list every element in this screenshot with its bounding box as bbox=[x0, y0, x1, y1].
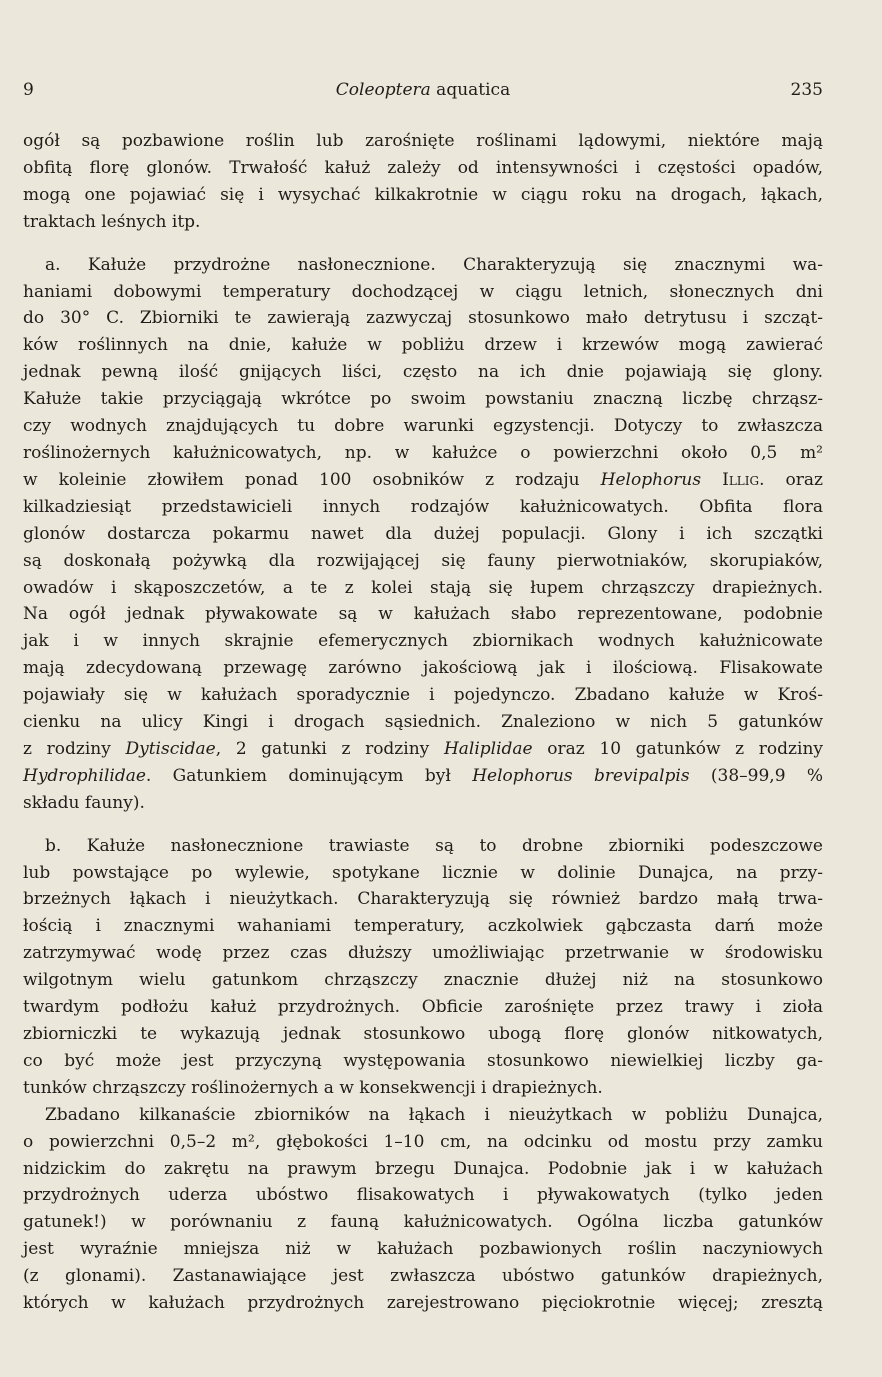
genus-name: Helophorus bbox=[600, 469, 702, 490]
text-fragment: z rodziny bbox=[23, 738, 126, 759]
text-line: zatrzymywać wodę przez czas dłuższy umożliwiając przetrwanie w środowisku bbox=[23, 943, 823, 964]
text-fragment: . Gatunkiem dominującym był bbox=[145, 765, 473, 786]
text-line: lub powstające po wylewie, spotykane licznie w dolinie Dunajca, na przy- bbox=[23, 862, 823, 883]
family-name: Dytiscidae bbox=[125, 738, 216, 759]
text-fragment: w koleinie złowiłem ponad 100 osobników z rodzaju bbox=[23, 469, 601, 490]
text-line: glonów dostarcza pokarmu nawet dla dużej populacji. Glony i ich szczątki bbox=[23, 523, 823, 544]
text-line: ogół są pozbawione roślin lub zarośnięte roślinami lądowymi, niektóre mają bbox=[23, 131, 823, 151]
text-line: czy wodnych znajdujących tu dobre warunki egzystencji. Dotyczy to zwłaszcza bbox=[23, 416, 823, 437]
text-line: co być może jest przyczyną występowania stosunkowo niewielkiej liczby ga- bbox=[23, 1050, 823, 1071]
text-line: pojawiały się w kałużach sporadycznie i pojedynczo. Zbadano kałuże w Kroś- bbox=[23, 685, 823, 706]
body-text bbox=[23, 128, 823, 1317]
text-line: łością i znacznymi wahaniami temperatury, aczkolwiek gąbczasta darń może bbox=[23, 916, 823, 937]
text-line-dominant bbox=[23, 763, 823, 790]
text-fragment: (38–99,9 % bbox=[689, 765, 824, 786]
text-line: mogą one pojawiać się i wysychać kilkakrotnie w ciągu roku na drogach, łąkach, bbox=[23, 184, 823, 205]
text-line: których w kałużach przydrożnych zarejestrowano pięciokrotnie więcej; zresztą bbox=[23, 1293, 823, 1314]
family-name: Hydrophilidae bbox=[23, 765, 146, 786]
text-line: owadów i skąposzczetów, a te z kolei stają się łupem chrząszczy drapieżnych. bbox=[23, 577, 823, 598]
text-line: zbiorniczki te wykazują jednak stosunkowo ubogą florę glonów nitkowatych, bbox=[23, 1024, 823, 1044]
text-line: b. Kałuże nasłonecznione trawiaste są to drobne zbiorniki podeszczowe bbox=[45, 835, 823, 856]
running-title-rest: aquatica bbox=[430, 80, 511, 100]
page-number: 235 bbox=[790, 80, 823, 100]
text-fragment: . oraz bbox=[759, 469, 823, 490]
text-line: haniami dobowymi temperatury dochodzącej w ciągu letnich, słonecznych dni bbox=[23, 281, 823, 302]
text-line: tunków chrząszczy roślinożernych a w konsekwencji i drapieżnych. bbox=[23, 1077, 603, 1098]
text-line: kilkadziesiąt przedstawicieli innych rodzajów kałużnicowatych. Obfita flora bbox=[23, 496, 823, 517]
text-line: jak i w innych skrajnie efemerycznych zbiornikach wodnych kałużnicowate bbox=[23, 631, 823, 652]
text-line: Kałuże takie przyciągają wkrótce po swoim powstaniu znaczną liczbę chrząsz- bbox=[23, 389, 823, 410]
text-line-families bbox=[23, 736, 823, 763]
paragraph-gap bbox=[23, 817, 823, 833]
text-line: przydrożnych uderza ubóstwo flisakowatych i pływakowatych (tylko jeden bbox=[23, 1185, 823, 1206]
text-line: ków roślinnych na dnie, kałuże w pobliżu drzew i krzewów mogą zawierać bbox=[23, 335, 823, 356]
text-line: twardym podłożu kałuż przydrożnych. Obficie zarośnięte przez trawy i zioła bbox=[23, 997, 823, 1018]
text-line: o powierzchni 0,5–2 m², głębokości 1–10 cm, na odcinku od mostu przy zamku bbox=[23, 1131, 823, 1152]
text-line: Na ogół jednak pływakowate są w kałużach słabo reprezentowane, podobnie bbox=[23, 604, 823, 625]
text-line: gatunek!) w porównaniu z fauną kałużnicowatych. Ogólna liczba gatunków bbox=[23, 1212, 823, 1233]
text-line: obfitą florę glonów. Trwałość kałuż zależy od intensywności i częstości opadów, bbox=[23, 157, 823, 178]
text-line: roślinożernych kałużnicowatych, np. w kałużce o powierzchni około 0,5 m² bbox=[23, 442, 823, 463]
paragraph-intro-continuation bbox=[23, 128, 823, 236]
family-name: Haliplidae bbox=[443, 738, 533, 759]
running-head bbox=[23, 78, 823, 102]
text-line: brzeżnych łąkach i nieużytkach. Charakteryzują się również bardzo małą trwa- bbox=[23, 889, 823, 910]
text-line: składu fauny). bbox=[23, 792, 145, 813]
text-line: wilgotnym wielu gatunkom chrząszczy znacznie dłużej niż na stosunkowo bbox=[23, 970, 823, 991]
paragraph-section-b bbox=[23, 833, 823, 1102]
text-line: mają zdecydowaną przewagę zarówno jakościową jak i ilościową. Flisakowate bbox=[23, 658, 823, 679]
text-line: jest wyraźnie mniejsza niż w kałużach pozbawionych roślin naczyniowych bbox=[23, 1239, 823, 1260]
running-title-italic: Coleoptera bbox=[335, 80, 431, 100]
text-line-helophorus bbox=[23, 467, 823, 494]
text-fragment: , 2 gatunki z rodziny bbox=[215, 738, 444, 759]
text-line: Zbadano kilkanaście zbiorników na łąkach i nieużytkach w pobliżu Dunajca, bbox=[45, 1104, 823, 1125]
text-line: cienku na ulicy Kingi i drogach sąsiednich. Znaleziono w nich 5 gatunków bbox=[23, 712, 823, 733]
text-line: nidzickim do zakrętu na prawym brzegu Dunajca. Podobnie jak i w kałużach bbox=[23, 1158, 823, 1179]
author-name: Illig bbox=[722, 469, 760, 490]
text-line: a. Kałuże przydrożne nasłonecznione. Charakteryzują się znacznymi wa- bbox=[45, 254, 823, 275]
text-line: do 30° C. Zbiorniki te zawierają zazwyczaj stosunkowo mało detrytusu i szcząt- bbox=[23, 308, 823, 329]
running-title bbox=[23, 78, 823, 102]
section-number: 9 bbox=[23, 80, 34, 100]
paragraph-section-a bbox=[23, 252, 823, 817]
text-line: są doskonałą pożywką dla rozwijającej się fauny pierwotniaków, skorupiaków, bbox=[23, 550, 823, 571]
paragraph-survey bbox=[23, 1102, 823, 1317]
text-fragment: oraz 10 gatunków z rodziny bbox=[532, 738, 823, 759]
species-name: Helophorus brevipalpis bbox=[472, 765, 690, 786]
text-line: jednak pewną ilość gnijących liści, często na ich dnie pojawiają się glony. bbox=[23, 362, 823, 383]
text-line: traktach leśnych itp. bbox=[23, 211, 201, 232]
paragraph-gap bbox=[23, 236, 823, 252]
text-line: (z glonami). Zastanawiające jest zwłaszcza ubóstwo gatunków drapieżnych, bbox=[23, 1266, 823, 1287]
